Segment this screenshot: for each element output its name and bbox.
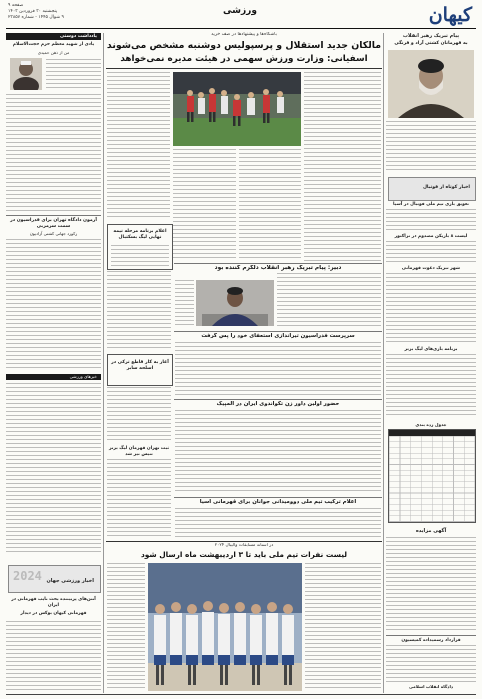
- announcement-title: آگهی مزایده: [415, 528, 447, 534]
- middle-left-text-2: [107, 387, 171, 443]
- masthead: [0, 0, 482, 30]
- notice-text: [386, 645, 476, 683]
- brief-2: لیست ۸ بازیکن مصدوم در تراکتور: [394, 234, 468, 239]
- bottom-sub-left: قهرمانی کیهان بوکس در دیدار: [20, 611, 87, 616]
- saber-box: [107, 354, 173, 386]
- date-line-2: ۹ شوال ۱۴۴۵ - شماره ۲۳۸۵۷: [8, 15, 64, 20]
- volleyball-text-right: [305, 563, 381, 691]
- headline-3: لیست نفرات تیم ملی باید تا ۳ اردیبهشت ماه ارسال شود: [140, 550, 348, 559]
- announcement-text: [386, 537, 476, 631]
- page-number: صفحه ۹: [8, 3, 24, 8]
- column-author: من از ذهن حمیدی: [37, 50, 70, 55]
- story-4-headline: اعلام ترکیب تیم ملی دوومیدانی جوانان برای قهرمانی آسیا: [199, 499, 357, 505]
- divider: [174, 263, 382, 264]
- table-header-row: [389, 430, 475, 436]
- brief-text-1: [386, 209, 476, 231]
- logo-text: کیهان: [428, 4, 472, 26]
- brief-text-3: [386, 273, 476, 343]
- column-header-title: یادداشت دوستی: [60, 34, 97, 39]
- main-text-right: [304, 72, 381, 262]
- box-3-headline: ثبت تهران قهرمان لیگ برتر تنیس نیز شد: [108, 446, 170, 457]
- story-4-text: [175, 508, 381, 538]
- column-header-bar: [6, 33, 101, 40]
- left-column: [6, 31, 101, 693]
- main-text-under-photo-2: [239, 149, 301, 259]
- section-title: ورزشی: [223, 6, 257, 16]
- date-line-1: پنجشنبه ۳۰ فروردین ۱۴۰۳: [8, 9, 58, 14]
- divider: [174, 497, 382, 498]
- column-divider-1: [103, 33, 104, 693]
- column-subtitle: یادی از شهید معظم حرم حجت‌الاسلام: [12, 42, 95, 47]
- standings-table: [388, 429, 476, 523]
- middle-left-text-3: [107, 459, 171, 537]
- leader-portrait: [388, 50, 474, 118]
- headline-2: اسفیانی: وزارت ورزش سهمی در هیئت مدیره نمی‌خواهد: [120, 54, 368, 64]
- promo-banner: [388, 177, 476, 201]
- column-text-2: [6, 94, 101, 212]
- column-text-4: [6, 383, 101, 555]
- kicker: باشگاه‌ها و پیشنهاد‌ها در صف خرید: [211, 32, 277, 37]
- brief-1: تعویق بازی تیم ملی فوتبال در آسیا: [393, 202, 469, 207]
- section-label-bar: [6, 374, 101, 380]
- divider: [174, 331, 382, 332]
- story-2-headline: سرپرست فدراسیون تیراندازی استعفای خود را پس گرفت: [201, 333, 355, 339]
- brief-3: شهر تبریک دعوت قهرمانی: [401, 266, 461, 271]
- wrestler-photo: [196, 280, 274, 326]
- basketball-box: [107, 224, 173, 270]
- column-text-1: [46, 59, 101, 91]
- box-1-text: [111, 245, 169, 267]
- headline-rule: [106, 68, 382, 69]
- box-1-headline: اعلام برنامه مرحله نیمه نهایی لیگ بسکتبال: [113, 229, 167, 240]
- middle-left-text-1: [107, 271, 171, 351]
- message-title: پیام تبریک رهبر انقلاب: [402, 33, 460, 39]
- message-subtitle: به قهرمانان کشتی آزاد و فرنگی: [394, 41, 468, 46]
- main-match-photo: [173, 72, 301, 146]
- column-text-5: [6, 621, 101, 691]
- bottom-notice-title: قرارداد رسمیداده کمیسیون: [401, 638, 461, 643]
- promo-box: [8, 565, 101, 593]
- author-portrait: [10, 58, 42, 90]
- column-text-3: [6, 239, 101, 371]
- box-2-headline: آغاز به کار قاطع ترکی در اسلحه سابر: [111, 360, 169, 371]
- main-text-under-photo-1: [173, 149, 236, 259]
- volleyball-team-photo: [148, 563, 302, 691]
- story-3-headline: حضور اولین داور زن تکواندوی ایران در المپیک: [216, 401, 340, 407]
- story-1-text-right: [277, 273, 381, 329]
- story-3-text: [175, 410, 381, 494]
- story-headline-left: آزمون دادگاه تهران برای فدراسیون در سمت سرمربی: [10, 218, 97, 229]
- story-sub-left: رکورد جهانی کشتی آزادیون: [29, 231, 78, 236]
- masthead-rule: [6, 28, 476, 29]
- promo-text: اخبار ورزشی جهان: [46, 578, 94, 584]
- divider: [386, 635, 476, 636]
- page-bottom-rule: [6, 694, 476, 695]
- main-text-left: [107, 72, 170, 220]
- logo: [408, 4, 474, 28]
- brief-4: برنامه بازی‌های لیگ برتر: [404, 347, 458, 352]
- brief-text-2: [386, 241, 476, 263]
- message-text: [386, 121, 476, 173]
- kicker-2: در آستانه مسابقات والیبال ۲۰۲۴: [214, 543, 274, 548]
- story-1-headline: دبیر: پیام تبریک رهبر انقلاب دلگرم کننده بود: [214, 265, 342, 271]
- brief-text-4: [386, 354, 476, 418]
- table-caption: جدول رده بندی: [415, 422, 447, 427]
- divider: [174, 399, 382, 400]
- column-divider-2: [383, 33, 384, 693]
- bottom-notice-line: دادگاه انقلاب اسلامی: [408, 684, 454, 689]
- bottom-headline-left: آنتن‌های پربیننده بحث نایب قهرمانی در ایران: [11, 597, 96, 608]
- divider: [6, 215, 101, 216]
- divider: [106, 541, 382, 542]
- volleyball-text-left: [107, 563, 145, 691]
- promo-banner-text: اخبار کوتاه از فوتبال: [422, 185, 470, 190]
- story-2-text: [175, 342, 381, 396]
- right-column: [386, 31, 476, 693]
- headline-1: مالکان جدید استقلال و پرسپولیس دوشنبه مشخص می‌شوند: [106, 40, 382, 51]
- story-1-text-left: [175, 280, 194, 328]
- promo-number: 2024: [13, 569, 42, 583]
- section-label: خبرهای ورزشی: [69, 374, 97, 379]
